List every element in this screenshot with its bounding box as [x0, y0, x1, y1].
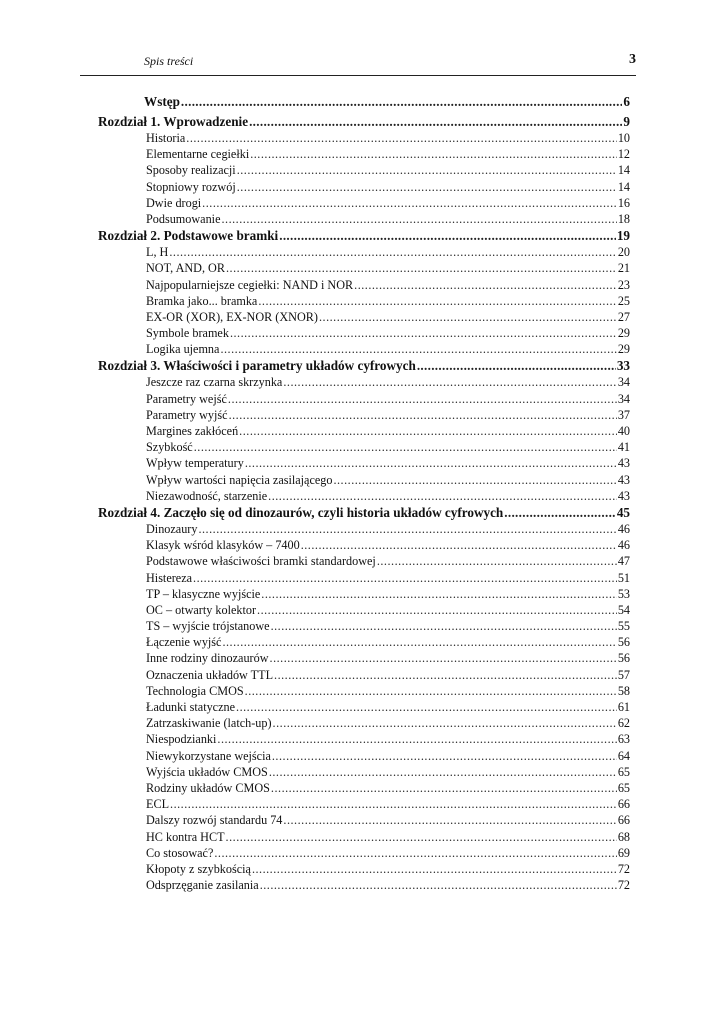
toc-entry-page: 29 [617, 342, 630, 357]
toc-chapter-entry[interactable] [98, 227, 630, 244]
toc-entry-page: 69 [617, 845, 630, 860]
dot-leader [193, 570, 617, 586]
toc-entry-label: Wstęp [144, 94, 180, 109]
dot-leader [245, 455, 617, 471]
toc-chapter-entry[interactable] [98, 357, 630, 374]
toc-entry-label: Wpływ temperatury [146, 456, 244, 471]
toc-entry-label: Sposoby realizacji [146, 163, 236, 178]
toc-section-entry[interactable] [98, 407, 630, 423]
toc-entry-page: 29 [617, 326, 630, 341]
toc-section-entry[interactable] [98, 861, 630, 877]
toc-entry-label: Historia [146, 131, 186, 145]
toc-entry-page: 14 [617, 163, 630, 178]
dot-leader [270, 650, 617, 666]
toc-entry-label: Wpływ wartości napięcia zasilającego [146, 472, 333, 487]
dot-leader [202, 195, 617, 211]
toc-entry-page: 65 [617, 780, 630, 795]
toc-entry-label: Symbole bramek [146, 326, 229, 341]
toc-entry-page: 9 [623, 114, 630, 129]
toc-section-entry[interactable] [98, 488, 630, 504]
toc-section-entry[interactable] [98, 244, 630, 260]
running-header [80, 52, 636, 74]
toc-section-entry[interactable] [98, 602, 630, 618]
toc-entry-page: 23 [617, 277, 630, 292]
toc-entry-label: Klasyk wśród klasyków – 7400 [146, 538, 300, 553]
toc-entry-label: L, H [146, 245, 169, 260]
toc-section-entry[interactable] [98, 162, 630, 178]
toc-entry-page: 45 [616, 504, 630, 520]
running-header-title: Spis treści [144, 54, 194, 68]
toc-entry-page: 16 [617, 195, 630, 210]
header-rule [80, 75, 636, 76]
toc-section-entry[interactable] [98, 439, 630, 455]
toc-entry-page: 41 [617, 440, 630, 455]
dot-leader [186, 130, 617, 146]
toc-entry-label: Niezawodność, starzenie [146, 488, 268, 503]
dot-leader [226, 260, 617, 276]
toc-entry-label: Odsprzęganie zasilania [146, 878, 259, 893]
toc-section-entry[interactable] [98, 472, 630, 488]
toc-entry-label: Rodziny układów CMOS [146, 780, 270, 795]
dot-leader [250, 146, 617, 162]
toc-section-entry[interactable] [98, 731, 630, 747]
dot-leader [258, 293, 616, 309]
page-number: 3 [629, 52, 636, 67]
toc-entry-page: 72 [617, 861, 630, 876]
toc-entry-label: Margines zakłóceń [146, 424, 239, 438]
dot-leader [214, 845, 616, 861]
toc-section-entry[interactable] [98, 829, 630, 845]
toc-entry-page: 20 [617, 245, 630, 260]
toc-section-entry[interactable] [98, 537, 630, 553]
dot-leader [252, 861, 617, 877]
toc-entry-page: 56 [617, 635, 630, 650]
toc-section-entry[interactable] [98, 715, 630, 731]
toc-entry-label: Bramka jako... bramka [146, 293, 258, 308]
toc-entry-label: Rozdział 2. Podstawowe bramki [98, 228, 279, 244]
toc-entry-page: 66 [617, 813, 630, 828]
toc-entry-page: 14 [617, 179, 630, 194]
toc-entry-label: OC – otwarty kolektor [146, 602, 257, 617]
toc-entry-page: 56 [617, 651, 630, 666]
toc-entry-label: HC kontra HCT [146, 829, 225, 844]
toc-entry-label: Inne rodziny dinozaurów [146, 651, 269, 666]
toc-entry-page: 65 [617, 764, 630, 779]
dot-leader [504, 504, 616, 521]
dot-leader [283, 812, 616, 828]
dot-leader [260, 877, 617, 893]
dot-leader [236, 699, 617, 715]
toc-entry-page: 55 [617, 619, 630, 634]
toc-section-entry[interactable] [98, 877, 630, 893]
dot-leader [354, 277, 617, 293]
toc-entry-page: 57 [617, 667, 630, 682]
toc-entry-page: 21 [617, 261, 630, 276]
table-of-contents [98, 93, 630, 893]
dot-leader [283, 374, 616, 390]
dot-leader [319, 309, 617, 325]
dot-leader [237, 162, 617, 178]
toc-entry-label: Oznaczenia układów TTL [146, 667, 274, 682]
toc-entry-page: 12 [617, 147, 630, 162]
dot-leader [181, 93, 623, 111]
dot-leader [271, 780, 617, 796]
toc-entry-label: Parametry wyjść [146, 407, 228, 422]
toc-entry-label: Parametry wejść [146, 391, 227, 406]
dot-leader [220, 341, 616, 357]
toc-entry-page: 37 [617, 407, 630, 422]
dot-leader [377, 553, 617, 569]
dot-leader [273, 715, 617, 731]
toc-intro-entry[interactable] [98, 93, 630, 113]
dot-leader [271, 618, 617, 634]
toc-entry-label: Elementarne cegiełki [146, 147, 250, 162]
dot-leader [333, 472, 616, 488]
dot-leader [228, 391, 617, 407]
toc-section-entry[interactable] [98, 179, 630, 195]
toc-section-entry[interactable] [98, 260, 630, 276]
toc-section-entry[interactable] [98, 586, 630, 602]
toc-entry-label: Niewykorzystane wejścia [146, 748, 271, 763]
dot-leader [198, 521, 616, 537]
toc-section-entry[interactable] [98, 277, 630, 293]
dot-leader [269, 764, 617, 780]
toc-entry-label: Ładunki statyczne [146, 700, 236, 714]
toc-section-entry[interactable] [98, 423, 630, 439]
dot-leader [272, 748, 617, 764]
toc-section-entry[interactable] [98, 667, 630, 683]
toc-section-entry[interactable] [98, 195, 630, 211]
toc-chapters [98, 113, 630, 893]
dot-leader [194, 439, 617, 455]
toc-section-entry[interactable] [98, 634, 630, 650]
toc-entry-label: ECL [146, 797, 170, 812]
toc-entry-label: Co stosować? [146, 845, 214, 860]
dot-leader [230, 325, 617, 341]
toc-entry-label: Jeszcze raz czarna skrzynka [146, 375, 283, 390]
toc-entry-label: Podstawowe właściwości bramki standardowej [146, 554, 376, 569]
toc-section-entry[interactable] [98, 796, 630, 812]
toc-section-entry[interactable] [98, 780, 630, 796]
toc-entry-label: Rozdział 3. Właściwości i parametry układów cyfrowych [98, 358, 416, 374]
toc-section-entry[interactable] [98, 130, 630, 146]
toc-entry-label: Technologia CMOS [146, 683, 244, 698]
toc-entry-label: NOT, AND, OR [146, 261, 225, 276]
toc-entry-label: Logika ujemna [146, 342, 220, 357]
toc-entry-label: Dalszy rozwój standardu 74 [146, 813, 283, 828]
dot-leader [249, 113, 622, 130]
toc-entry-page: 43 [617, 472, 630, 487]
toc-entry-label: Rozdział 4. Zaczęło się od dinozaurów, czyli historia układów cyfrowych [98, 504, 504, 520]
toc-section-entry[interactable] [98, 455, 630, 471]
toc-entry-page: 64 [617, 748, 630, 763]
toc-entry-label: Stopniowy rozwój [146, 179, 236, 194]
toc-entry-page: 54 [617, 602, 630, 617]
toc-section-entry[interactable] [98, 521, 630, 537]
toc-section-entry[interactable] [98, 391, 630, 407]
toc-entry-page: 66 [617, 797, 630, 812]
dot-leader [229, 407, 617, 423]
toc-entry-page: 43 [617, 456, 630, 471]
toc-chapter-entry[interactable] [98, 504, 630, 521]
toc-entry-page: 47 [617, 554, 630, 569]
dot-leader [239, 423, 617, 439]
toc-section-entry[interactable] [98, 618, 630, 634]
toc-entry-label: Łączenie wyjść [146, 635, 222, 650]
toc-section-entry[interactable] [98, 650, 630, 666]
toc-section-entry[interactable] [98, 812, 630, 828]
toc-entry-label: Podsumowanie [146, 211, 221, 226]
dot-leader [170, 796, 617, 812]
dot-leader [169, 244, 616, 260]
toc-entry-page: 61 [617, 700, 630, 714]
toc-entry-page: 63 [617, 732, 630, 747]
toc-entry-page: 58 [617, 683, 630, 698]
dot-leader [261, 586, 617, 602]
dot-leader [226, 829, 617, 845]
dot-leader [257, 602, 617, 618]
toc-entry-page: 19 [616, 228, 630, 244]
dot-leader [274, 667, 617, 683]
toc-entry-page: 25 [617, 293, 630, 308]
dot-leader [245, 683, 617, 699]
toc-entry-label: Dwie drogi [146, 195, 202, 210]
toc-entry-page: 40 [617, 424, 630, 438]
toc-section-entry[interactable] [98, 325, 630, 341]
toc-chapter-entry[interactable] [98, 113, 630, 130]
toc-section-entry[interactable] [98, 699, 630, 715]
toc-entry-label: Dinozaury [146, 521, 198, 536]
toc-section-entry[interactable] [98, 211, 630, 227]
toc-entry-label: Kłopoty z szybkością [146, 861, 251, 876]
toc-entry-label: Histereza [146, 570, 193, 585]
dot-leader [217, 731, 616, 747]
toc-entry-page: 34 [617, 391, 630, 406]
toc-entry-page: 10 [617, 131, 630, 145]
dot-leader [222, 634, 616, 650]
toc-section-entry[interactable] [98, 293, 630, 309]
dot-leader [268, 488, 617, 504]
dot-leader [417, 357, 616, 374]
dot-leader [221, 211, 616, 227]
toc-entry-label: Zatrzaskiwanie (latch-up) [146, 716, 272, 731]
toc-entry-page: 62 [617, 716, 630, 731]
toc-entry-page: 53 [617, 586, 630, 601]
toc-section-entry[interactable] [98, 309, 630, 325]
toc-entry-page: 46 [617, 521, 630, 536]
toc-entry-label: EX-OR (XOR), EX-NOR (XNOR) [146, 309, 318, 324]
toc-entry-label: TP – klasyczne wyjście [146, 586, 261, 601]
toc-entry-page: 72 [617, 878, 630, 893]
toc-entry-page: 27 [617, 309, 630, 324]
toc-section-entry[interactable] [98, 146, 630, 162]
toc-section-entry[interactable] [98, 764, 630, 780]
toc-section-entry[interactable] [98, 683, 630, 699]
toc-entry-label: Najpopularniejsze cegiełki: NAND i NOR [146, 277, 354, 292]
toc-entry-page: 6 [623, 94, 630, 109]
toc-section-entry[interactable] [98, 341, 630, 357]
toc-entry-page: 43 [617, 488, 630, 503]
toc-entry-label: Szybkość [146, 440, 193, 455]
toc-section-entry[interactable] [98, 845, 630, 861]
toc-entry-label: TS – wyjście trójstanowe [146, 619, 270, 634]
toc-entry-label: Niespodzianki [146, 732, 217, 747]
toc-section-entry[interactable] [98, 748, 630, 764]
toc-section-entry[interactable] [98, 570, 630, 586]
toc-section-entry[interactable] [98, 553, 630, 569]
toc-entry-page: 33 [616, 358, 630, 374]
toc-entry-page: 34 [617, 375, 630, 390]
toc-entry-page: 51 [617, 570, 630, 585]
dot-leader [237, 179, 617, 195]
toc-entry-page: 18 [617, 211, 630, 226]
toc-entry-label: Wyjścia układów CMOS [146, 764, 268, 779]
toc-section-entry[interactable] [98, 374, 630, 390]
toc-entry-label: Rozdział 1. Wprowadzenie [98, 114, 249, 129]
toc-entry-page: 68 [617, 829, 630, 844]
dot-leader [279, 227, 616, 244]
dot-leader [301, 537, 617, 553]
toc-entry-page: 46 [617, 538, 630, 553]
